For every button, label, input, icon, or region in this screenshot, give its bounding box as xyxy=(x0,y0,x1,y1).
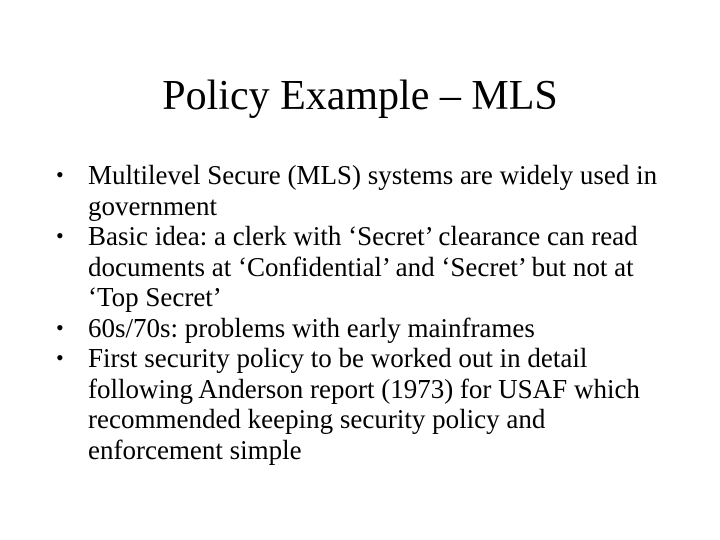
bullet-text: 60s/70s: problems with early mainframes xyxy=(88,312,535,343)
bullet-text: Multilevel Secure (MLS) systems are widely used in government xyxy=(88,160,658,221)
bullet-item xyxy=(56,343,686,465)
bullet-list xyxy=(56,160,686,465)
bullet-item xyxy=(56,160,686,221)
bullet-icon: • xyxy=(56,223,64,248)
bullet-text: Basic idea: a clerk with ‘Secret’ clearance can read documents at ‘Confidential’ and ‘Secret’ but not at ‘Top Secret’ xyxy=(88,221,638,312)
bullet-icon: • xyxy=(56,314,64,340)
bullet-icon: • xyxy=(56,162,64,187)
bullet-item xyxy=(56,221,686,313)
bullet-item xyxy=(56,313,686,344)
slide-title: Policy Example – MLS xyxy=(162,73,558,119)
bullet-icon: • xyxy=(56,345,64,370)
bullet-text: First security policy to be worked out in detail following Anderson report (1973) for USAF which recommended keeping security policy and enforcement simple xyxy=(88,343,640,465)
